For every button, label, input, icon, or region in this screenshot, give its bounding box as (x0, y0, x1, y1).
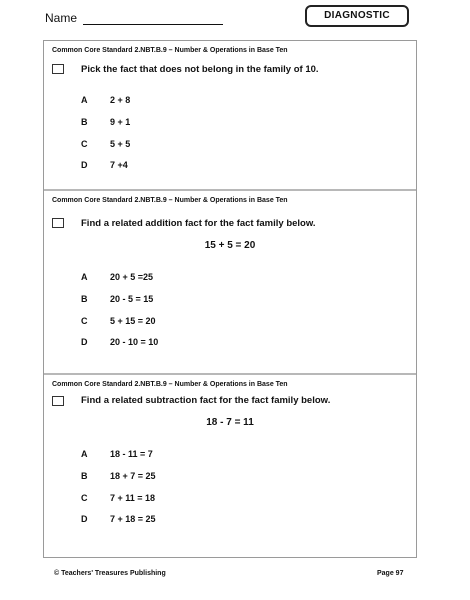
fact-family-equation: 18 - 7 = 11 (206, 417, 254, 428)
standard-heading: Common Core Standard 2.NBT.B.9 – Number & Operations in Base Ten (52, 197, 288, 204)
option-text: 20 - 10 = 10 (110, 337, 159, 347)
option-letter: A (81, 95, 88, 105)
name-field[interactable] (45, 11, 223, 25)
worksheet (43, 40, 417, 558)
answer-checkbox[interactable] (52, 396, 64, 406)
answer-checkbox[interactable] (52, 64, 64, 74)
question-text: Pick the fact that does not belong in the family of 10. (81, 64, 319, 75)
option-text: 20 - 5 = 15 (110, 294, 154, 304)
option-text: 5 + 15 = 20 (110, 316, 156, 326)
option-letter: C (81, 493, 88, 503)
option-letter: D (81, 160, 88, 170)
option-letter: D (81, 337, 88, 347)
question-text: Find a related subtraction fact for the fact family below. (81, 395, 331, 406)
question-text: Find a related addition fact for the fact family below. (81, 218, 316, 229)
option-text: 7 + 18 = 25 (110, 514, 156, 524)
standard-heading: Common Core Standard 2.NBT.B.9 – Number & Operations in Base Ten (52, 47, 288, 54)
option-letter: B (81, 294, 88, 304)
option-text: 7 + 11 = 18 (110, 493, 156, 503)
diagnostic-badge: DIAGNOSTIC (305, 5, 409, 27)
question-section-3 (44, 373, 416, 559)
option-text: 5 + 5 (110, 139, 131, 149)
option-text: 18 + 7 = 25 (110, 471, 156, 481)
fact-family-equation: 15 + 5 = 20 (204, 240, 256, 251)
option-text: 7 +4 (110, 160, 128, 170)
answer-checkbox[interactable] (52, 218, 64, 228)
option-letter: C (81, 316, 88, 326)
option-letter: D (81, 514, 88, 524)
standard-heading: Common Core Standard 2.NBT.B.9 – Number & Operations in Base Ten (52, 381, 288, 388)
publisher-credit: © Teachers' Treasures Publishing (54, 570, 166, 577)
option-letter: C (81, 139, 88, 149)
option-text: 18 - 11 = 7 (110, 449, 153, 459)
option-letter: A (81, 449, 88, 459)
option-letter: A (81, 272, 88, 282)
option-text: 9 + 1 (110, 117, 131, 127)
question-section-1 (44, 41, 416, 189)
option-letter: B (81, 471, 88, 481)
name-label: Name (45, 11, 78, 25)
option-letter: B (81, 117, 88, 127)
option-text: 20 + 5 =25 (110, 272, 154, 282)
name-underline[interactable] (83, 13, 223, 25)
page-number: Page 97 (377, 570, 404, 577)
option-text: 2 + 8 (110, 95, 131, 105)
question-section-2 (44, 189, 416, 375)
